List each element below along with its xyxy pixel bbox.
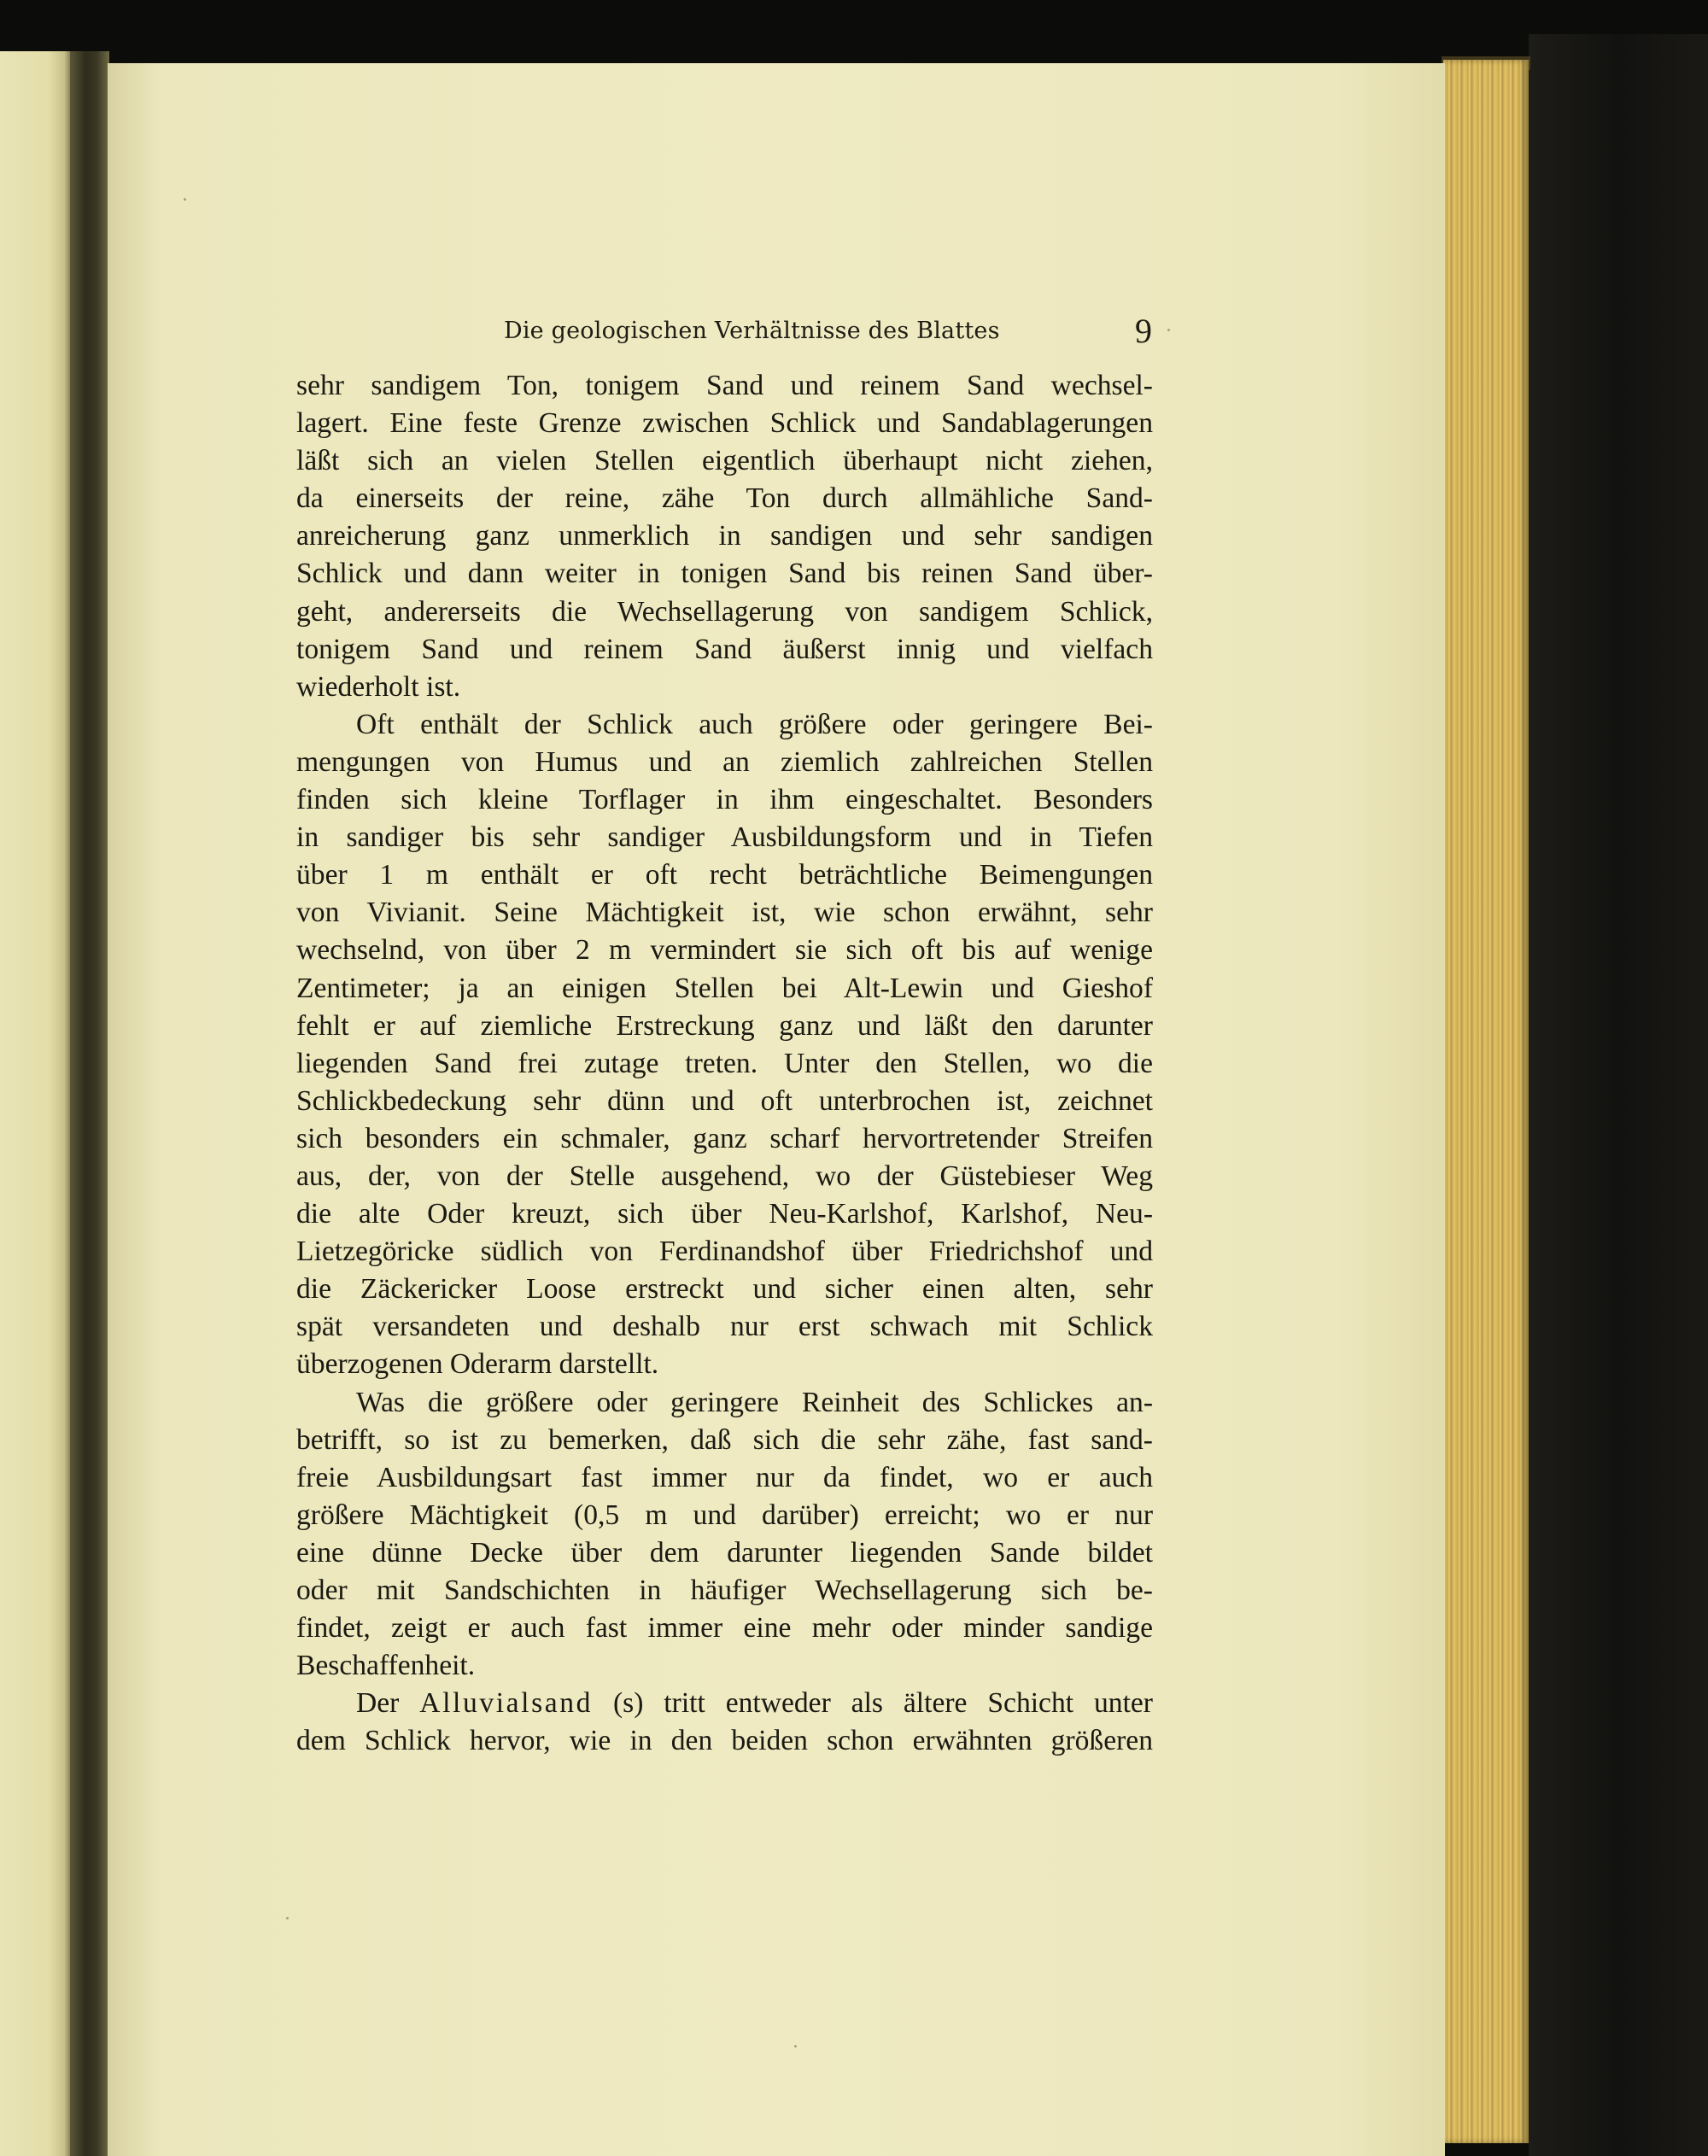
- running-head: [504, 309, 1153, 352]
- text-line: lagert. Eine feste Grenze zwischen Schlick und Sandablagerungen: [296, 407, 1153, 440]
- text-line: Schlick und dann weiter in tonigen Sand bis reinen Sand über-: [296, 558, 1153, 590]
- text-line: überzogenen Oderarm darstellt.: [296, 1348, 659, 1381]
- text-line: läßt sich an vielen Stellen eigentlich überhaupt nicht ziehen,: [296, 445, 1153, 477]
- text-line: wechselnd, von über 2 m vermindert sie sich oft bis auf wenige: [296, 934, 1153, 967]
- text-line: Lietzegöricke südlich von Ferdinandshof über Friedrichshof und: [296, 1236, 1153, 1268]
- text-line: Schlickbedeckung sehr dünn und oft unterbrochen ist, zeichnet: [296, 1084, 1153, 1117]
- term-alluvialsand: Alluvialsand: [419, 1687, 594, 1720]
- paragraph: [296, 1384, 1153, 1686]
- text-line: finden sich kleine Torflager in ihm eingeschaltet. Besonders: [296, 784, 1153, 816]
- left-facing-page-edge: [0, 51, 70, 2156]
- text-line: die alte Oder kreuzt, sich über Neu-Karlshof, Karlshof, Neu-: [296, 1198, 1153, 1230]
- text-line: von Vivianit. Seine Mächtigkeit ist, wie schon erwähnt, sehr: [296, 897, 1153, 929]
- text-line: freie Ausbildungsart fast immer nur da findet, wo er auch: [296, 1461, 1153, 1493]
- text-line: aus, der, von der Stelle ausgehend, wo der Güstebieser Weg: [296, 1160, 1153, 1192]
- book-gutter: [70, 51, 109, 2156]
- paper-speck: [794, 2045, 797, 2048]
- text-line: [296, 1685, 1153, 1722]
- paragraph: [296, 367, 1153, 706]
- text-line: Zentimeter; ja an einigen Stellen bei Alt-Lewin und Gieshof: [296, 972, 1153, 1004]
- text-line: oder mit Sandschichten in häufiger Wechsellagerung sich be-: [296, 1575, 1153, 1606]
- text-line: Beschaffenheit.: [296, 1650, 476, 1682]
- text-line: betrifft, so ist zu bemerken, daß sich die sehr zähe, fast sand-: [296, 1423, 1153, 1456]
- text-line: da einerseits der reine, zähe Ton durch allmähliche Sand-: [296, 482, 1153, 515]
- running-head-title: Die geologischen Verhältnisse des Blattes: [504, 318, 1000, 344]
- text-fragment: (s) tritt entweder als ältere Schicht unter: [593, 1687, 1153, 1720]
- text-line: größere Mächtigkeit (0,5 m und darüber) erreicht; wo er nur: [296, 1499, 1153, 1531]
- text-line: die Zäckericker Loose erstreckt und sicher einen alten, sehr: [296, 1273, 1153, 1306]
- text-line: wiederholt ist.: [296, 670, 461, 703]
- paper-speck: [1167, 329, 1170, 331]
- text-fragment: Der: [356, 1687, 420, 1720]
- text-line: sich besonders ein schmaler, ganz scharf hervortretender Streifen: [296, 1122, 1153, 1154]
- text-line: dem Schlick hervor, wie in den beiden schon erwähnten größeren: [296, 1725, 1153, 1757]
- page-block-edges: [1443, 60, 1529, 2143]
- paper-speck: [286, 1917, 289, 1919]
- text-line: Was die größere oder geringere Reinheit des Schlickes an-: [356, 1386, 1153, 1418]
- body-text: [296, 367, 1153, 1760]
- text-line: liegenden Sand frei zutage treten. Unter den Stellen, wo die: [296, 1047, 1153, 1079]
- text-line: spät versandeten und deshalb nur erst schwach mit Schlick: [296, 1311, 1153, 1343]
- paragraph: [296, 706, 1153, 1384]
- text-line: eine dünne Decke über dem darunter liegenden Sande bildet: [296, 1536, 1153, 1569]
- book-cover-edge: [1529, 34, 1708, 2156]
- text-line: geht, andererseits die Wechsellagerung von sandigem Schlick,: [296, 595, 1153, 628]
- text-line: mengungen von Humus und an ziemlich zahlreichen Stellen: [296, 745, 1153, 778]
- paper-speck: [184, 198, 186, 201]
- text-line: sehr sandigem Ton, tonigem Sand und reinem Sand wechsel-: [296, 370, 1153, 401]
- background-top: [0, 0, 1708, 65]
- text-line: in sandiger bis sehr sandiger Ausbildungsform und in Tiefen: [296, 821, 1153, 854]
- paragraph: [296, 1685, 1153, 1760]
- text-line: tonigem Sand und reinem Sand äußerst innig und vielfach: [296, 633, 1153, 665]
- text-line: findet, zeigt er auch fast immer eine mehr oder minder sandige: [296, 1612, 1153, 1645]
- text-line: fehlt er auf ziemliche Erstreckung ganz und läßt den darunter: [296, 1009, 1153, 1042]
- page-number: 9: [1135, 312, 1153, 350]
- text-line: über 1 m enthält er oft recht beträchtliche Beimengungen: [296, 859, 1153, 891]
- text-line: Oft enthält der Schlick auch größere oder geringere Bei-: [356, 708, 1153, 740]
- text-line: anreicherung ganz unmerklich in sandigen und sehr sandigen: [296, 520, 1153, 552]
